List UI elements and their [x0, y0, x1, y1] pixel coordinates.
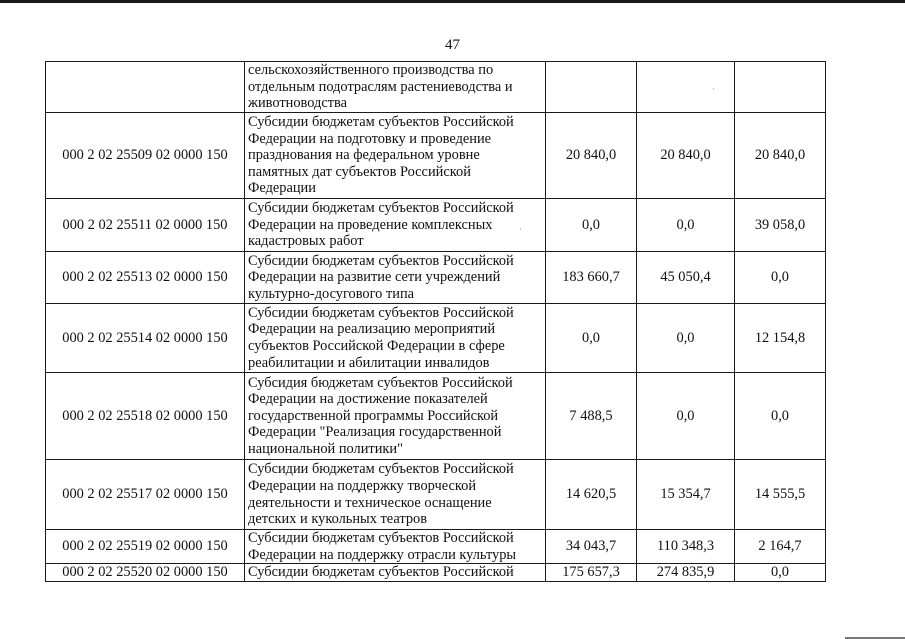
amount-2021-cell: 0,0 [637, 373, 735, 460]
amount-2022-cell: 2 164,7 [735, 530, 826, 564]
description-cell: Субсидии бюджетам субъектов Российской Федерации на реализацию мероприятий субъектов Российской Федерации в сфере реабилитации и абилитации инвалидов [245, 304, 546, 373]
page-number: 47 [445, 37, 460, 53]
amount-2020-cell: 0,0 [546, 304, 637, 373]
description-cell: Субсидии бюджетам субъектов Российской Федерации на проведение комплексных кадастровых работ [245, 199, 546, 252]
amount-2021-cell [637, 62, 735, 113]
amount-2021-cell: 15 354,7 [637, 460, 735, 530]
amount-2022-cell [735, 62, 826, 113]
table-row [46, 113, 826, 199]
budget-code-cell: 000 2 02 25509 02 0000 150 [46, 113, 245, 199]
description-cell: Субсидии бюджетам субъектов Российской Федерации на подготовку и проведение празднования на федеральном уровне памятных дат субъектов Российской Федерации [245, 113, 546, 199]
description-cell: сельскохозяйственного производства по отдельным подотраслям растениеводства и животноводства [245, 62, 546, 113]
budget-code-cell: 000 2 02 25514 02 0000 150 [46, 304, 245, 373]
amount-2020-cell: 14 620,5 [546, 460, 637, 530]
budget-code-cell: 000 2 02 25520 02 0000 150 [46, 564, 245, 582]
table-row [46, 199, 826, 252]
amount-2022-cell: 0,0 [735, 252, 826, 304]
amount-2022-cell: 0,0 [735, 373, 826, 460]
amount-2021-cell: 20 840,0 [637, 113, 735, 199]
scan-speck: · [712, 84, 715, 94]
table-row [46, 304, 826, 373]
amount-2020-cell [546, 62, 637, 113]
table-row [46, 460, 826, 530]
table-row [46, 530, 826, 564]
table-row [46, 252, 826, 304]
amount-2020-cell: 34 043,7 [546, 530, 637, 564]
amount-2022-cell: 12 154,8 [735, 304, 826, 373]
amount-2020-cell: 0,0 [546, 199, 637, 252]
amount-2022-cell: 14 555,5 [735, 460, 826, 530]
table-row [46, 62, 826, 113]
budget-table [45, 61, 826, 582]
amount-2020-cell: 175 657,3 [546, 564, 637, 582]
scan-top-border [0, 0, 905, 3]
budget-code-cell: 000 2 02 25519 02 0000 150 [46, 530, 245, 564]
amount-2021-cell: 0,0 [637, 304, 735, 373]
amount-2021-cell: 0,0 [637, 199, 735, 252]
amount-2021-cell: 110 348,3 [637, 530, 735, 564]
amount-2021-cell: 45 050,4 [637, 252, 735, 304]
description-cell: Субсидии бюджетам субъектов Российской Федерации на поддержку творческой деятельности и техническое оснащение детских и кукольных театров [245, 460, 546, 530]
description-cell: Субсидия бюджетам субъектов Российской Федерации на достижение показателей государственной программы Российской Федерации "Реализация государственной национальной политики" [245, 373, 546, 460]
amount-2022-cell: 0,0 [735, 564, 826, 582]
description-cell: Субсидии бюджетам субъектов Российской Федерации на развитие сети учреждений культурно-досугового типа [245, 252, 546, 304]
amount-2020-cell: 20 840,0 [546, 113, 637, 199]
budget-code-cell: 000 2 02 25511 02 0000 150 [46, 199, 245, 252]
scan-speck: · [519, 224, 522, 234]
amount-2020-cell: 7 488,5 [546, 373, 637, 460]
budget-code-cell [46, 62, 245, 113]
amount-2022-cell: 20 840,0 [735, 113, 826, 199]
budget-code-cell: 000 2 02 25513 02 0000 150 [46, 252, 245, 304]
amount-2021-cell: 274 835,9 [637, 564, 735, 582]
amount-2020-cell: 183 660,7 [546, 252, 637, 304]
description-cell: Субсидии бюджетам субъектов Российской Федерации на поддержку отрасли культуры [245, 530, 546, 564]
amount-2022-cell: 39 058,0 [735, 199, 826, 252]
table-row [46, 373, 826, 460]
budget-code-cell: 000 2 02 25518 02 0000 150 [46, 373, 245, 460]
budget-code-cell: 000 2 02 25517 02 0000 150 [46, 460, 245, 530]
description-cell: Субсидии бюджетам субъектов Российской [245, 564, 546, 582]
table-row [46, 564, 826, 582]
